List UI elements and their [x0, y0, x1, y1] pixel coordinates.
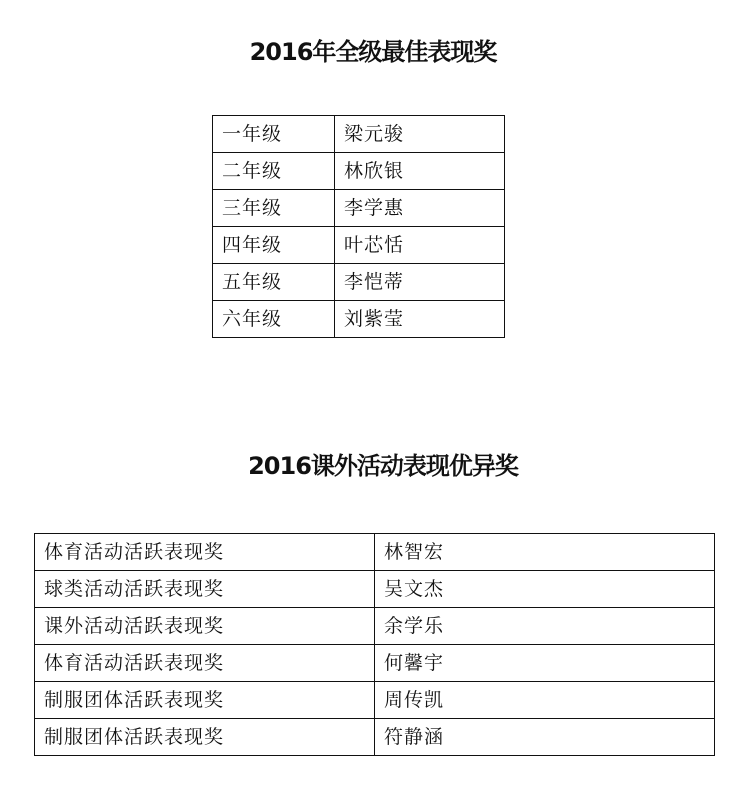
activity-award-title: 2016课外活动表现优异奖 — [248, 452, 518, 480]
winner-name-cell: 梁元骏 — [335, 116, 505, 153]
grade-cell: 五年级 — [213, 264, 335, 301]
grade-cell: 二年级 — [213, 153, 335, 190]
table-row — [35, 534, 715, 571]
table-row — [35, 571, 715, 608]
grade-award-title: 2016年全级最佳表现奖 — [249, 38, 497, 66]
winner-name-cell: 叶芯恬 — [335, 227, 505, 264]
winner-name-cell: 周传凯 — [375, 682, 715, 719]
award-category-cell: 球类活动活跃表现奖 — [35, 571, 375, 608]
grade-cell: 四年级 — [213, 227, 335, 264]
award-category-cell: 制服团体活跃表现奖 — [35, 682, 375, 719]
table-row — [213, 190, 505, 227]
table-row — [213, 153, 505, 190]
winner-name-cell: 刘紫莹 — [335, 301, 505, 338]
table-row — [35, 682, 715, 719]
grade-cell: 三年级 — [213, 190, 335, 227]
grade-cell: 一年级 — [213, 116, 335, 153]
grade-award-table — [212, 115, 505, 338]
table-row — [213, 264, 505, 301]
table-row — [35, 719, 715, 756]
winner-name-cell: 余学乐 — [375, 608, 715, 645]
winner-name-cell: 符静涵 — [375, 719, 715, 756]
award-category-cell: 课外活动活跃表现奖 — [35, 608, 375, 645]
winner-name-cell: 何馨宇 — [375, 645, 715, 682]
winner-name-cell: 林智宏 — [375, 534, 715, 571]
table-row — [213, 227, 505, 264]
grade-cell: 六年级 — [213, 301, 335, 338]
winner-name-cell: 李恺蒂 — [335, 264, 505, 301]
winner-name-cell: 吴文杰 — [375, 571, 715, 608]
award-category-cell: 体育活动活跃表现奖 — [35, 645, 375, 682]
winner-name-cell: 林欣银 — [335, 153, 505, 190]
award-category-cell: 制服团体活跃表现奖 — [35, 719, 375, 756]
table-row — [213, 301, 505, 338]
activity-award-table — [34, 533, 715, 756]
table-row — [35, 608, 715, 645]
award-category-cell: 体育活动活跃表现奖 — [35, 534, 375, 571]
table-row — [213, 116, 505, 153]
table-row — [35, 645, 715, 682]
winner-name-cell: 李学惠 — [335, 190, 505, 227]
